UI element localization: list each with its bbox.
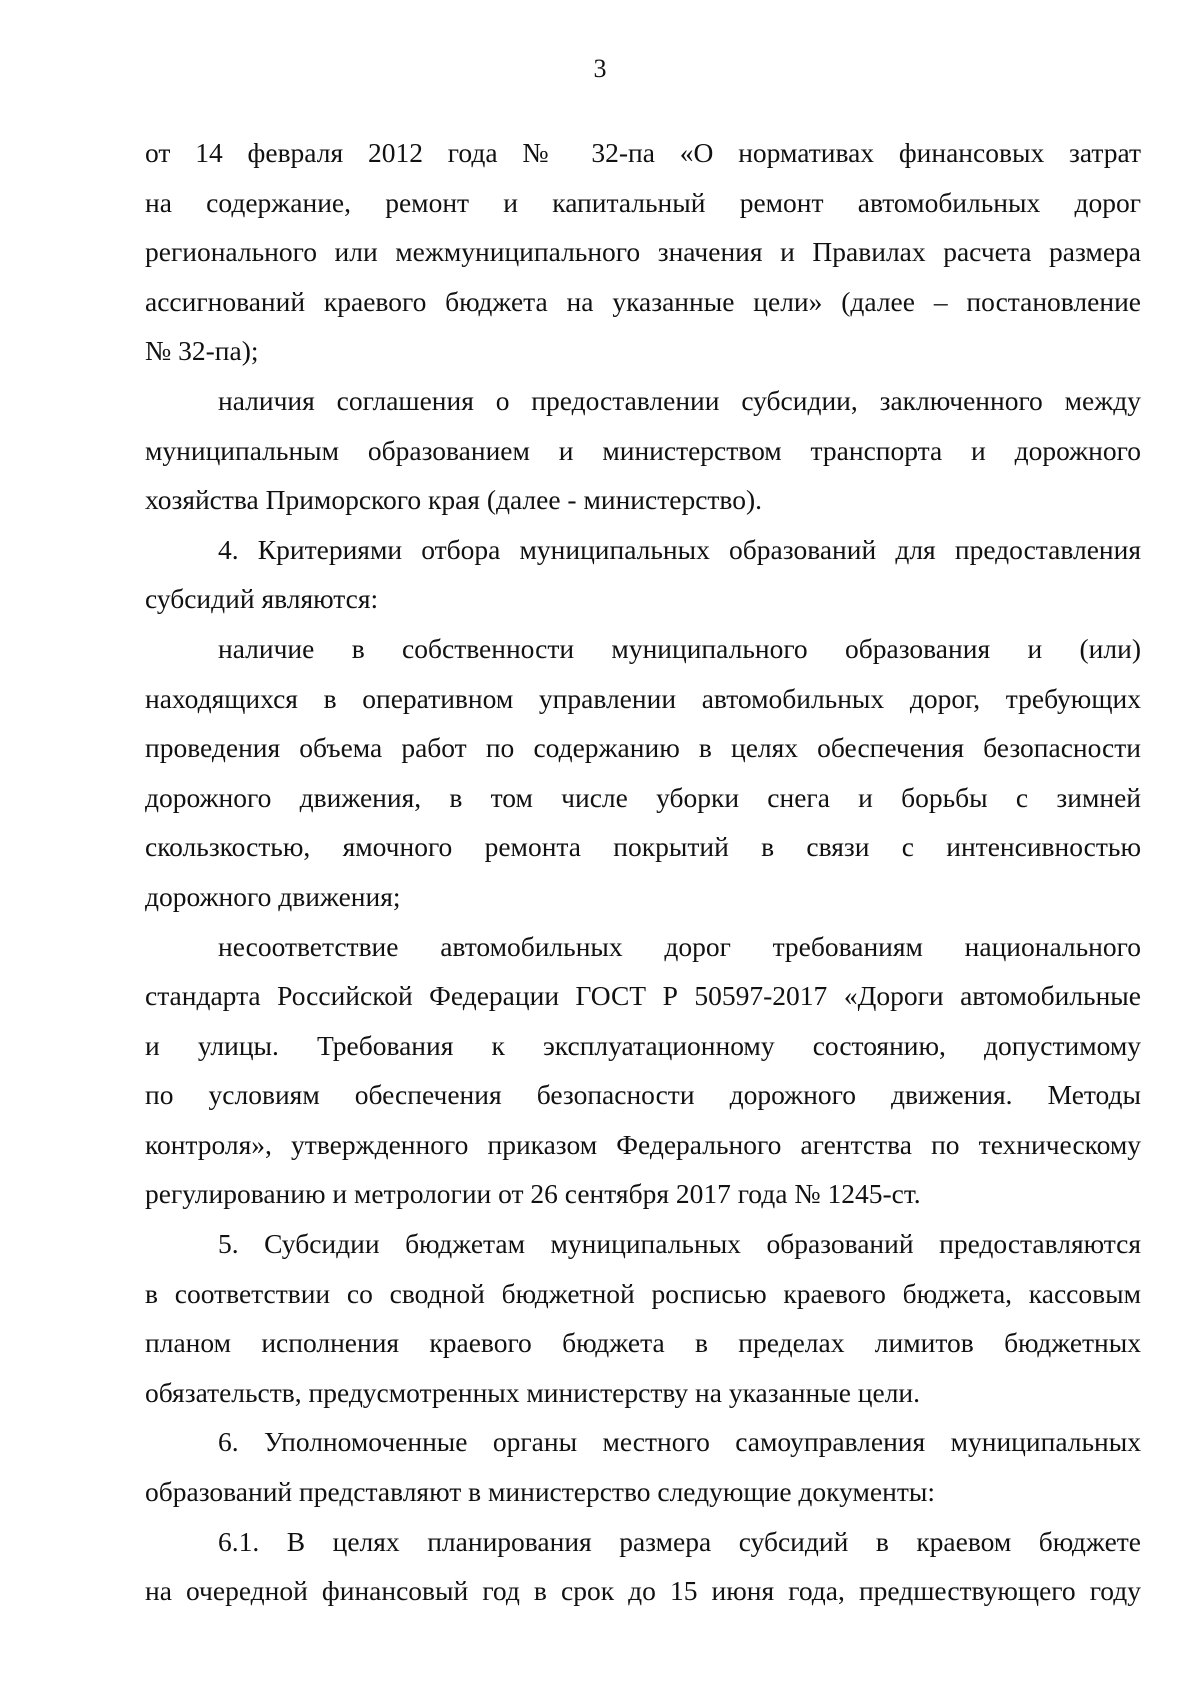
text-line: № 32-па);: [145, 335, 259, 367]
text-line: в соответствии со сводной бюджетной росписью краевого бюджета, кассовым: [145, 1277, 1141, 1309]
text-line: муниципальным образованием и министерством транспорта и дорожного: [145, 434, 1141, 466]
text-line: регулированию и метрологии от 26 сентября 2017 года № 1245-ст.: [145, 1178, 921, 1210]
text-line: наличие в собственности муниципального образования и (или): [218, 632, 1141, 664]
text-line: скользкостью, ямочного ремонта покрытий в связи с интенсивностью: [145, 831, 1141, 863]
text-line: несоответствие автомобильных дорог требованиям национального: [218, 930, 1141, 962]
text-line: 5. Субсидии бюджетам муниципальных образований предоставляются: [218, 1228, 1141, 1260]
text-line: контроля», утвержденного приказом Федерального агентства по техническому: [145, 1128, 1141, 1160]
text-line: 4. Критериями отбора муниципальных образований для предоставления: [218, 533, 1141, 565]
text-line: дорожного движения, в том числе уборки снега и борьбы с зимней: [145, 781, 1141, 813]
text-line: планом исполнения краевого бюджета в пределах лимитов бюджетных: [145, 1327, 1141, 1359]
text-line: на очередной финансовый год в срок до 15 июня года, предшествующего году: [145, 1575, 1141, 1607]
text-line: на содержание, ремонт и капитальный ремонт автомобильных дорог: [145, 186, 1141, 218]
text-line: наличия соглашения о предоставлении субсидии, заключенного между: [218, 384, 1141, 416]
text-line: стандарта Российской Федерации ГОСТ Р 50597-2017 «Дороги автомобильные: [145, 980, 1141, 1012]
text-line: дорожного движения;: [145, 880, 401, 912]
text-line: регионального или межмуниципального значения и Правилах расчета размера: [145, 236, 1141, 268]
text-line: находящихся в оперативном управлении автомобильных дорог, требующих: [145, 682, 1141, 714]
text-line: хозяйства Приморского края (далее - министерство).: [145, 484, 762, 516]
text-line: субсидий являются:: [145, 583, 379, 615]
text-line: и улицы. Требования к эксплуатационному состоянию, допустимому: [145, 1029, 1141, 1061]
text-line: ассигнований краевого бюджета на указанные цели» (далее – постановление: [145, 285, 1141, 317]
text-line: образований представляют в министерство следующие документы:: [145, 1476, 935, 1508]
text-line: по условиям обеспечения безопасности дорожного движения. Методы: [145, 1079, 1141, 1111]
text-line: от 14 февраля 2012 года № 32-па «О нормативах финансовых затрат: [145, 137, 1141, 168]
document-body: [145, 128, 1141, 1616]
page-number: 3: [593, 54, 607, 83]
text-line: обязательств, предусмотренных министерству на указанные цели.: [145, 1376, 921, 1408]
text-line: 6.1. В целях планирования размера субсидий в краевом бюджете: [218, 1525, 1141, 1557]
text-line: 6. Уполномоченные органы местного самоуправления муниципальных: [218, 1426, 1141, 1458]
text-line: проведения объема работ по содержанию в целях обеспечения безопасности: [145, 732, 1141, 764]
